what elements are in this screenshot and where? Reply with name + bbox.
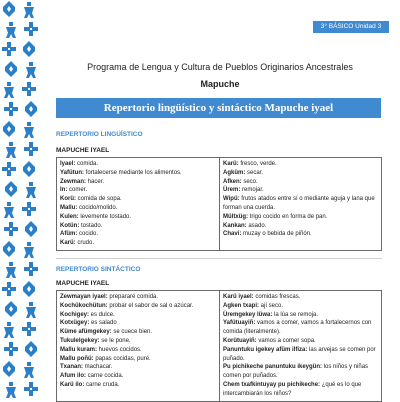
entry-term: Mallu: bbox=[60, 204, 78, 211]
entry-term: Korütuayiñ: bbox=[223, 337, 257, 344]
pattern-motif bbox=[2, 162, 16, 176]
entry-term: Karü iyael: bbox=[223, 294, 254, 300]
entry-definition: prepararé comida. bbox=[107, 294, 159, 300]
entry-definition: comida. bbox=[75, 161, 99, 167]
entry-definition: frutos atados entre sí o mediante aguja y lana que forman una cuerda. bbox=[223, 196, 375, 211]
entry-term: Kochigey: bbox=[60, 311, 90, 318]
pattern-motif bbox=[6, 142, 16, 158]
entry-term: Küme afümgekey: bbox=[60, 329, 112, 336]
vocab-entry bbox=[60, 230, 216, 239]
vocab-entry bbox=[223, 195, 378, 213]
pattern-motif bbox=[24, 242, 34, 258]
linguistic-section-title: REPERTORIO LINGÜÍSTICO bbox=[56, 131, 143, 138]
entry-term: Iyael: bbox=[60, 161, 76, 167]
entry-term: Zewmayan iyael: bbox=[60, 294, 108, 300]
linguistic-left-column bbox=[57, 158, 219, 250]
pattern-motif bbox=[24, 22, 38, 36]
entry-term: Panuntuku igekey afüm ilfiza: bbox=[223, 346, 308, 353]
pattern-motif bbox=[23, 161, 35, 177]
pattern-motif bbox=[23, 41, 35, 57]
entry-definition: hacer. bbox=[86, 178, 105, 185]
entry-term: Chavi: bbox=[223, 231, 242, 238]
vocab-entry bbox=[223, 302, 378, 311]
entry-definition: muzay o bebida de piñón. bbox=[241, 231, 312, 238]
entry-definition: probar el sabor de sal o azúcar. bbox=[107, 302, 194, 309]
entry-term: Kotün: bbox=[60, 222, 80, 229]
pattern-motif bbox=[24, 142, 38, 156]
vocab-entry bbox=[223, 319, 378, 337]
entry-definition: las arvejas se comen por puñado. bbox=[223, 346, 376, 362]
pattern-motif bbox=[22, 82, 36, 96]
entry-term: Ürem: bbox=[223, 187, 241, 194]
vocab-entry bbox=[223, 222, 378, 231]
entry-term: Pu pichikeche panuntuku ikeygün: bbox=[223, 364, 323, 371]
pattern-motif bbox=[25, 221, 37, 237]
pattern-motif bbox=[26, 62, 36, 78]
pattern-motif bbox=[24, 362, 34, 378]
entry-term: Kotxügey: bbox=[60, 320, 90, 327]
vocab-entry bbox=[223, 178, 378, 187]
vocab-entry bbox=[60, 337, 216, 346]
pattern-motif bbox=[22, 322, 36, 336]
vocab-entry bbox=[60, 222, 216, 231]
pattern-motif bbox=[26, 182, 36, 198]
entry-definition: cocido/molido. bbox=[77, 204, 118, 211]
entry-term: Afken: bbox=[223, 178, 242, 185]
entry-term: Karü ilo: bbox=[60, 381, 85, 388]
entry-term: Zewman: bbox=[60, 178, 87, 185]
vocab-entry bbox=[60, 293, 216, 302]
entry-definition: cocido. bbox=[77, 231, 99, 238]
vocab-entry bbox=[60, 381, 216, 390]
vocab-entry bbox=[60, 363, 216, 372]
syntactic-section-title: REPERTORIO SINTÁCTICO bbox=[56, 266, 141, 273]
linguistic-vocab-table bbox=[56, 157, 382, 251]
entry-definition: trigo cocido en forma de pan. bbox=[248, 213, 328, 220]
linguistic-right-column bbox=[219, 158, 381, 250]
syntactic-phrase-table bbox=[56, 290, 382, 402]
pattern-motif bbox=[24, 262, 38, 276]
entry-term: Agküm: bbox=[223, 169, 246, 176]
vocab-entry bbox=[60, 346, 216, 355]
entry-definition: crudo. bbox=[75, 240, 95, 247]
entry-term: Kochükochütun: bbox=[60, 302, 108, 309]
entry-term: Tukulelgekey: bbox=[60, 337, 100, 344]
pattern-motif bbox=[5, 301, 17, 317]
vocab-entry bbox=[60, 178, 216, 187]
vocab-entry bbox=[223, 363, 378, 381]
vocab-entry bbox=[223, 311, 378, 320]
pattern-motif bbox=[4, 342, 18, 356]
vocab-entry bbox=[60, 355, 216, 364]
page-banner: Repertorio lingüístico y sintáctico Mapuche iyael bbox=[56, 98, 381, 118]
vocab-entry bbox=[60, 186, 216, 195]
pattern-motif bbox=[4, 102, 18, 116]
entry-definition: fresco, verde. bbox=[238, 161, 277, 167]
entry-definition: remojar. bbox=[240, 187, 264, 194]
entry-term: Mallu poñü: bbox=[60, 355, 94, 362]
entry-definition: fortalecerse mediante los alimentos. bbox=[84, 169, 182, 176]
pattern-motif bbox=[6, 382, 16, 398]
vocab-entry bbox=[223, 381, 378, 399]
entry-definition: secar. bbox=[245, 169, 264, 176]
vocab-entry bbox=[60, 239, 216, 248]
entry-term: Korü: bbox=[60, 196, 76, 203]
entry-term: In: bbox=[60, 187, 68, 194]
vocab-entry bbox=[60, 311, 216, 320]
people-name: Mapuche bbox=[200, 79, 240, 89]
pattern-motif bbox=[6, 262, 16, 278]
entry-term: Wipü: bbox=[223, 196, 240, 203]
entry-definition: los niños y niñas comen por puñados. bbox=[223, 364, 369, 380]
pattern-motif bbox=[5, 61, 17, 77]
decorative-pattern-band bbox=[0, 0, 40, 400]
entry-definition: es salado bbox=[89, 320, 117, 327]
entry-term: Üremgekey lüwa: bbox=[223, 311, 273, 318]
entry-definition: vamos a comer sopa. bbox=[256, 337, 316, 344]
pattern-motif bbox=[6, 22, 16, 38]
grade-unit-tag: 3° BÁSICO Unidad 3 bbox=[313, 21, 389, 33]
vocab-entry bbox=[223, 230, 378, 239]
program-title: Programa de Lengua y Cultura de Pueblos Originarios Ancestrales bbox=[87, 62, 353, 72]
vocab-entry bbox=[60, 372, 216, 381]
vocab-entry bbox=[60, 160, 216, 169]
syntactic-right-column bbox=[219, 291, 381, 401]
entry-term: Kulen: bbox=[60, 213, 79, 220]
entry-term: Afüm: bbox=[60, 231, 78, 238]
entry-term: Yafütun: bbox=[60, 169, 84, 176]
pattern-motif bbox=[3, 1, 15, 17]
pattern-motif bbox=[22, 202, 36, 216]
pattern-motif bbox=[24, 2, 34, 18]
vocab-entry bbox=[60, 302, 216, 311]
vocab-entry bbox=[60, 213, 216, 222]
pattern-motif bbox=[25, 101, 37, 117]
entry-term: Txanan: bbox=[60, 364, 84, 371]
pattern-motif bbox=[3, 121, 15, 137]
entry-definition: comida de sopa. bbox=[76, 196, 122, 203]
entry-definition: asado. bbox=[246, 222, 267, 229]
entry-definition: se cuece bien. bbox=[111, 329, 153, 336]
pattern-motif bbox=[2, 282, 16, 296]
entry-term: Afum ilo: bbox=[60, 373, 86, 380]
entry-definition: carne cruda. bbox=[84, 381, 120, 388]
entry-definition: papas cocidas, puré. bbox=[93, 355, 151, 362]
pattern-motif bbox=[4, 222, 18, 236]
entry-term: Chem txafkintuyay pu pichikeche: bbox=[223, 381, 321, 388]
mapuche-pattern-icon bbox=[0, 0, 40, 400]
pattern-motif bbox=[4, 322, 14, 338]
vocab-entry bbox=[223, 186, 378, 195]
vocab-entry bbox=[60, 319, 216, 328]
vocab-entry bbox=[223, 213, 378, 222]
entry-term: Karü: bbox=[223, 161, 239, 167]
vocab-entry bbox=[60, 169, 216, 178]
vocab-entry bbox=[223, 293, 378, 302]
vocab-entry bbox=[223, 160, 378, 169]
entry-definition: ¿qué es lo que intercambiarán los niños? bbox=[223, 381, 362, 397]
vocab-entry bbox=[223, 337, 378, 346]
pattern-motif bbox=[25, 341, 37, 357]
pattern-motif bbox=[24, 122, 34, 138]
entry-term: Yafütuayiñ: bbox=[223, 320, 256, 327]
pattern-motif bbox=[4, 82, 14, 98]
entry-definition: huevos cocidos. bbox=[97, 346, 142, 353]
entry-definition: comidas frescas. bbox=[253, 294, 301, 300]
entry-term: Mültxüg: bbox=[223, 213, 248, 220]
section-divider bbox=[56, 258, 382, 259]
entry-term: Karü: bbox=[60, 240, 76, 247]
entry-term: Kankan: bbox=[223, 222, 247, 229]
entry-term: Agken txapi: bbox=[223, 302, 260, 309]
syntactic-left-column bbox=[57, 291, 219, 401]
pattern-motif bbox=[3, 241, 15, 257]
vocab-entry bbox=[223, 346, 378, 364]
entry-definition: ají seco. bbox=[259, 302, 284, 309]
pattern-motif bbox=[3, 361, 15, 377]
linguistic-table-title: MAPUCHE IYAEL bbox=[56, 147, 110, 154]
pattern-motif bbox=[4, 202, 14, 218]
pattern-motif bbox=[5, 181, 17, 197]
entry-definition: carne cocida. bbox=[86, 373, 124, 380]
entry-definition: la lúa se remoja. bbox=[272, 311, 319, 318]
vocab-entry bbox=[60, 195, 216, 204]
entry-definition: comer. bbox=[67, 187, 88, 194]
pattern-motif bbox=[2, 42, 16, 56]
entry-definition: se le pone. bbox=[99, 337, 131, 344]
vocab-entry bbox=[60, 204, 216, 213]
entry-definition: levemente tostado. bbox=[78, 213, 132, 220]
pattern-motif bbox=[26, 302, 36, 318]
entry-definition: tostado. bbox=[79, 222, 103, 229]
pattern-motif bbox=[23, 281, 35, 297]
entry-term: Mallu kuram: bbox=[60, 346, 98, 353]
syntactic-table-title: MAPUCHE IYAEL bbox=[56, 280, 110, 287]
entry-definition: es dulce. bbox=[89, 311, 115, 318]
pattern-motif bbox=[24, 382, 38, 396]
entry-definition: machacar. bbox=[83, 364, 113, 371]
vocab-entry bbox=[223, 169, 378, 178]
vocab-entry bbox=[60, 328, 216, 337]
entry-definition: seco. bbox=[241, 178, 258, 185]
entry-definition: vamos a comer, vamos a fortalecernos con comida (literalmente). bbox=[223, 320, 372, 336]
